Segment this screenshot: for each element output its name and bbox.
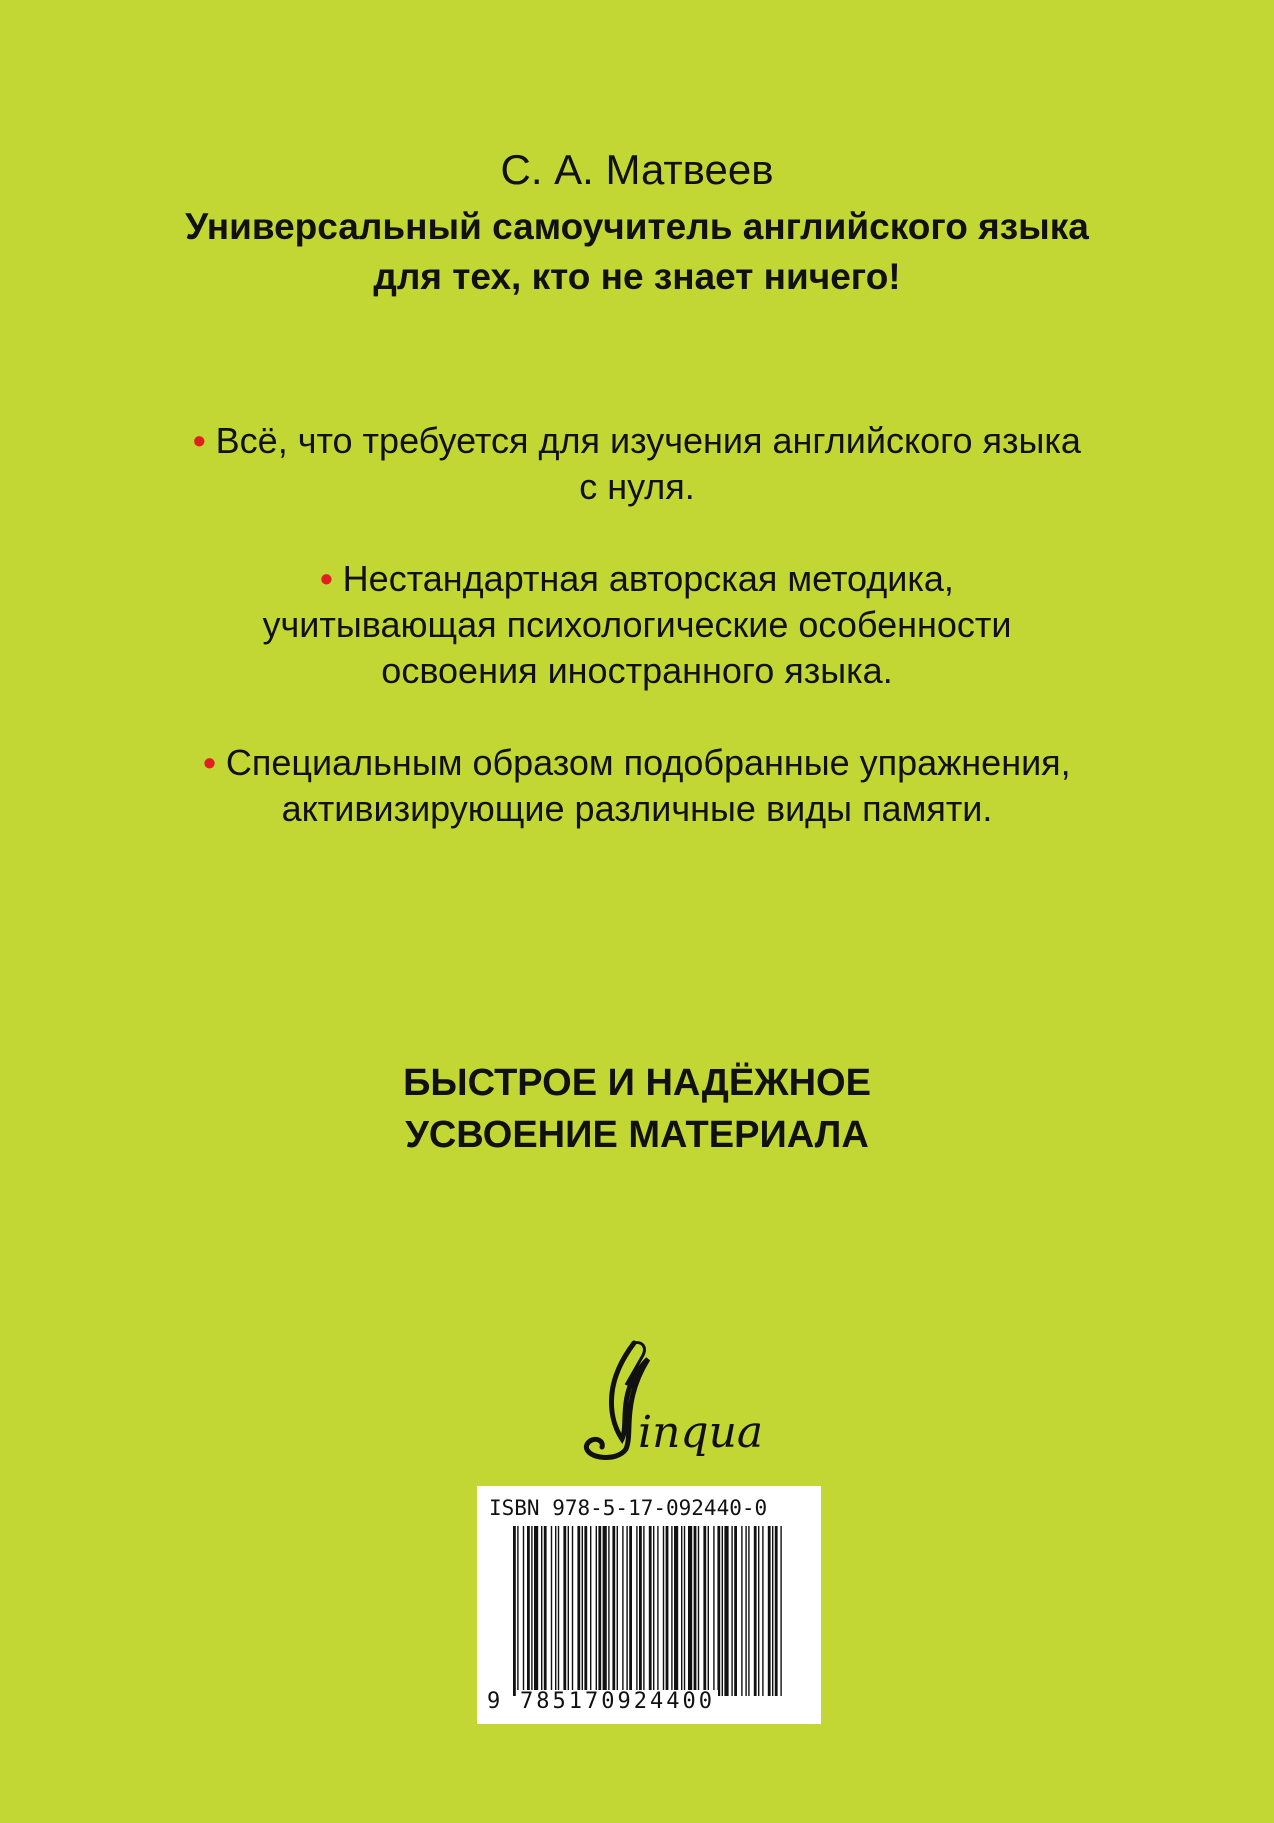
- barcode-bar: [612, 1526, 615, 1696]
- barcode-bar: [698, 1526, 699, 1696]
- barcode-bar: [684, 1526, 685, 1696]
- barcode-bar: [731, 1526, 732, 1696]
- barcode-bar: [577, 1526, 580, 1696]
- book-title: [0, 202, 1274, 302]
- barcode-bar: [762, 1526, 763, 1696]
- barcode-bar: [722, 1526, 723, 1696]
- svg-text:inqua: inqua: [638, 1407, 764, 1458]
- barcode-bar: [590, 1526, 591, 1696]
- barcode-bar: [745, 1526, 746, 1696]
- barcode-bar: [775, 1526, 778, 1696]
- barcode-bar: [582, 1526, 583, 1696]
- feature-item-line: [130, 418, 1144, 464]
- barcode-bar: [703, 1526, 706, 1696]
- publisher-logo: [530, 1335, 770, 1475]
- feature-text: Специальным образом подобранные упражнения,: [225, 742, 1071, 783]
- feature-text: учитывающая психологические особенности: [262, 604, 1012, 645]
- barcode-bar: [584, 1526, 587, 1696]
- feature-text: активизирующие различные виды памяти.: [281, 788, 993, 829]
- barcode-bar: [748, 1526, 749, 1696]
- isbn-text: ISBN 978-5-17-092440-0: [489, 1496, 768, 1520]
- barcode-bar: [653, 1526, 654, 1696]
- barcode-bar: [608, 1526, 609, 1696]
- bullet-dot-icon: •: [193, 420, 206, 461]
- barcode-bar: [523, 1526, 524, 1696]
- feature-item: [130, 740, 1144, 832]
- barcode-digits: 785170924400: [517, 1690, 718, 1714]
- feature-item-line: [130, 740, 1144, 786]
- barcode-bar: [513, 1526, 516, 1696]
- feature-item: [130, 418, 1144, 510]
- barcode-bar: [666, 1526, 669, 1696]
- barcode-bar: [768, 1526, 771, 1696]
- author-name: С. А. Матвеев: [500, 146, 774, 193]
- barcode-bar: [568, 1526, 569, 1696]
- barcode-bar: [572, 1526, 573, 1696]
- barcode-bar: [544, 1526, 547, 1696]
- feature-text: Нестандартная авторская методика,: [342, 558, 954, 599]
- barcode-bar: [657, 1526, 658, 1696]
- barcode-bar: [663, 1526, 664, 1696]
- barcode-bar: [734, 1526, 737, 1696]
- feature-item: [130, 556, 1144, 694]
- book-title-line-2: для тех, кто не знает ничего!: [373, 256, 901, 297]
- barcode-bar: [598, 1526, 601, 1696]
- feature-text: освоения иностранного языка.: [381, 650, 893, 691]
- barcode-bar: [724, 1526, 728, 1696]
- barcode-bar: [626, 1526, 627, 1696]
- feature-text: Всё, что требуется для изучения английского языка: [215, 420, 1081, 461]
- barcode-bar: [671, 1526, 672, 1696]
- barcode-bar: [754, 1526, 757, 1696]
- barcode-bar: [629, 1526, 632, 1696]
- barcode-bar: [741, 1526, 742, 1696]
- barcode-bar: [639, 1526, 642, 1696]
- barcode-lead-digit: 9: [487, 1689, 501, 1714]
- barcode-bar: [517, 1526, 518, 1696]
- barcode-bar: [649, 1526, 652, 1696]
- slogan-line-1: БЫСТРОЕ И НАДЁЖНОЕ: [403, 1062, 871, 1104]
- barcode-bar: [563, 1526, 566, 1696]
- book-title-line-1: Универсальный самоучитель английского языка: [185, 206, 1089, 247]
- barcode-bar: [780, 1526, 781, 1696]
- barcode-bar: [622, 1526, 623, 1696]
- barcode-bar: [603, 1526, 607, 1696]
- barcode-bar: [717, 1526, 720, 1696]
- feature-item-line: [130, 556, 1144, 602]
- barcode-bar: [643, 1526, 644, 1696]
- barcode-bar: [636, 1526, 637, 1696]
- barcode-bar: [681, 1526, 682, 1696]
- barcode-bar: [527, 1526, 530, 1696]
- barcode-bar: [531, 1526, 532, 1696]
- barcode-bar: [772, 1526, 773, 1696]
- barcode-bar: [758, 1526, 759, 1696]
- barcode-bar: [541, 1526, 542, 1696]
- barcode-bar: [617, 1526, 618, 1696]
- barcode-bar: [694, 1526, 697, 1696]
- bullet-dot-icon: •: [320, 558, 333, 599]
- slogan-line-2: УСВОЕНИЕ МАТЕРИАЛА: [405, 1114, 869, 1156]
- barcode-bar: [713, 1526, 714, 1696]
- slogan: [0, 1057, 1274, 1161]
- feature-text: с нуля.: [579, 466, 695, 507]
- barcode-bar: [558, 1526, 559, 1696]
- barcode-bar: [688, 1526, 692, 1696]
- barcode-bar: [534, 1526, 538, 1696]
- barcode-bar: [555, 1526, 556, 1696]
- bullet-dot-icon: •: [203, 742, 216, 783]
- barcode: [477, 1486, 821, 1724]
- barcode-bar: [551, 1526, 552, 1696]
- barcode-bar: [708, 1526, 709, 1696]
- barcode-bar: [596, 1526, 597, 1696]
- barcode-bar: [674, 1526, 678, 1696]
- feature-list: [130, 418, 1144, 878]
